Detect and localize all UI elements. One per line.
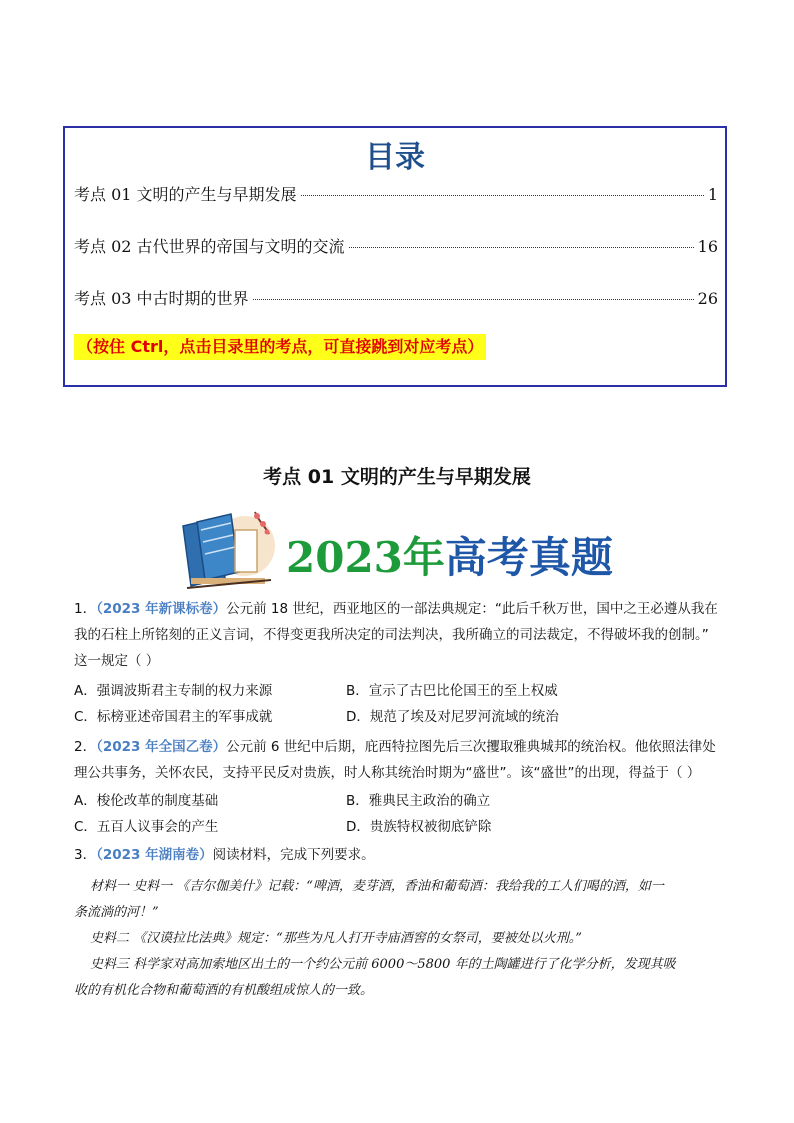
option-b[interactable]: B．宣示了古巴比伦国王的至上权威 (346, 683, 558, 699)
question-stem: 公元前 6 世纪中后期，庇西特拉图先后三次攫取雅典城邦的统治权。他依照法律处 (226, 739, 716, 755)
question-source: （2023 年新课标卷） (96, 601, 227, 617)
question-number: 2． (74, 739, 97, 755)
toc-leader-dots (301, 195, 704, 196)
toc-item-1[interactable] (74, 182, 718, 206)
material-line: 材料一 史料一 《吉尔伽美什》记载：“啤酒，麦芽酒，香油和葡萄酒：我给我的工人们喝的酒，如一 (90, 879, 664, 894)
toc-item-3[interactable] (74, 286, 718, 310)
toc-title: 目录 (365, 140, 425, 175)
question-number: 3． (74, 847, 97, 863)
question-source: （2023 年湖南卷） (96, 847, 213, 863)
toc-hint-note: （按住 Ctrl，点击目录里的考点，可直接跳到对应考点） (74, 334, 486, 360)
toc-leader-dots (253, 299, 694, 300)
question-source: （2023 年全国乙卷） (96, 739, 227, 755)
toc-item-2[interactable] (74, 234, 718, 258)
material-line: 条流淌的河！” (74, 905, 159, 920)
material-line: 收的有机化合物和葡萄酒的有机酸组成惊人的一致。 (74, 983, 374, 998)
banner-rest: 高考真题 (444, 533, 613, 582)
question-3 (74, 842, 734, 868)
option-a[interactable]: A．梭伦改革的制度基础 (74, 793, 219, 809)
question-3-materials (74, 874, 734, 1004)
toc-item-page: 16 (697, 237, 718, 256)
toc-item-label: 考点 03 中古时期的世界 (74, 289, 249, 308)
option-d[interactable]: D．规范了埃及对尼罗河流域的统治 (346, 709, 559, 725)
question-number: 1． (74, 601, 97, 617)
toc-item-page: 26 (697, 289, 718, 308)
question-2-options (74, 788, 734, 840)
question-2 (74, 734, 734, 786)
option-b[interactable]: B．雅典民主政治的确立 (346, 793, 491, 809)
question-1 (74, 596, 734, 674)
toc-box (63, 126, 727, 387)
toc-leader-dots (349, 247, 694, 248)
banner-title (286, 525, 613, 585)
question-stem: 阅读材料，完成下列要求。 (212, 847, 375, 863)
books-icon (177, 508, 277, 590)
material-line: 史料二 《汉谟拉比法典》规定：“那些为凡人打开寺庙酒窖的女祭司，要被处以火刑。” (90, 931, 582, 946)
banner-year: 2023年 (286, 533, 445, 582)
option-c[interactable]: C．五百人议事会的产生 (74, 819, 219, 835)
question-stem: 理公共事务，关怀农民，支持平民反对贵族，时人称其统治时期为“盛世”。该“盛世”的出现，得益于（ ） (74, 765, 701, 781)
option-d[interactable]: D．贵族特权被彻底铲除 (346, 819, 492, 835)
option-a[interactable]: A．强调波斯君主专制的权力来源 (74, 683, 273, 699)
question-1-options (74, 678, 734, 730)
toc-item-label: 考点 02 古代世界的帝国与文明的交流 (74, 237, 345, 256)
question-stem: 公元前 18 世纪，西亚地区的一部法典规定：“此后千秋万世，国中之王必遵从我在 (226, 601, 718, 617)
section-heading: 考点 01 文明的产生与早期发展 (263, 466, 531, 488)
toc-item-label: 考点 01 文明的产生与早期发展 (74, 185, 297, 204)
material-line: 史料三 科学家对高加索地区出土的一个约公元前 6000～5800 年的土陶罐进行了化学分析，发现其吸 (90, 957, 676, 972)
question-stem: 我的石柱上所铭刻的正义言词，不得变更我所决定的司法判决，我所确立的司法裁定，不得破坏我的创制。” (74, 627, 709, 643)
option-c[interactable]: C．标榜亚述帝国君主的军事成就 (74, 709, 273, 725)
question-stem: 这一规定（ ） (74, 653, 160, 669)
toc-item-page: 1 (707, 185, 718, 204)
